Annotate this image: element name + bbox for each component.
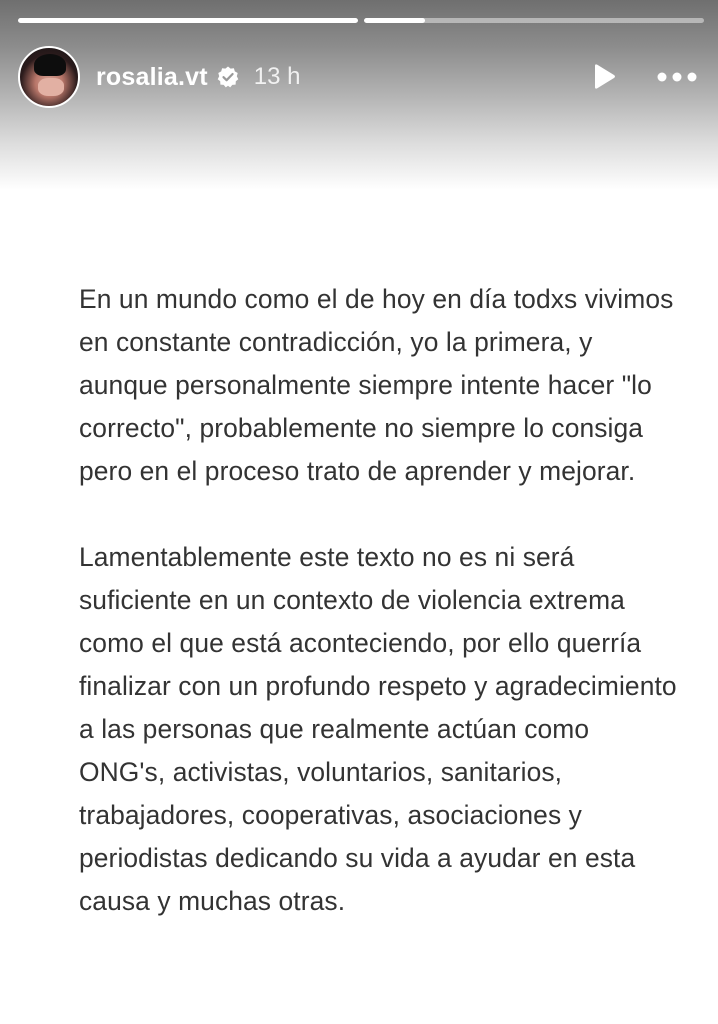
more-options-icon bbox=[657, 72, 697, 82]
play-icon bbox=[591, 63, 617, 91]
progress-fill-1 bbox=[18, 18, 358, 23]
progress-fill-2 bbox=[364, 18, 425, 23]
story-progress-bar bbox=[18, 18, 704, 23]
paragraph-1: En un mundo como el de hoy en día todxs vivimos en constante contradicción, yo la primera, y aunque personalmente siempre intente hacer "lo correcto", probablemente no siempre lo consiga pero en el proceso trato de aprender y mejorar. bbox=[79, 284, 674, 486]
verified-badge-icon bbox=[216, 65, 240, 89]
avatar[interactable] bbox=[18, 46, 80, 108]
story-header bbox=[18, 44, 700, 110]
play-button[interactable] bbox=[588, 61, 620, 93]
more-options-button[interactable] bbox=[654, 61, 700, 93]
story-text bbox=[79, 278, 679, 966]
username[interactable]: rosalia.vt bbox=[96, 62, 208, 91]
post-time: 13 h bbox=[253, 63, 301, 90]
progress-segment-2 bbox=[364, 18, 704, 23]
progress-segment-1 bbox=[18, 18, 358, 23]
paragraph-2: Lamentablemente este texto no es ni será suficiente en un contexto de violencia extrema como el que está aconteciendo, por ello querría finalizar con un profundo respeto y agradecimiento a las personas que realmente actúan como ONG's, activistas, voluntarios, sanitarios, trabajadores, cooperativas, asociaciones y periodistas dedicando su vida a ayudar en esta causa y muchas otras. bbox=[79, 542, 677, 916]
